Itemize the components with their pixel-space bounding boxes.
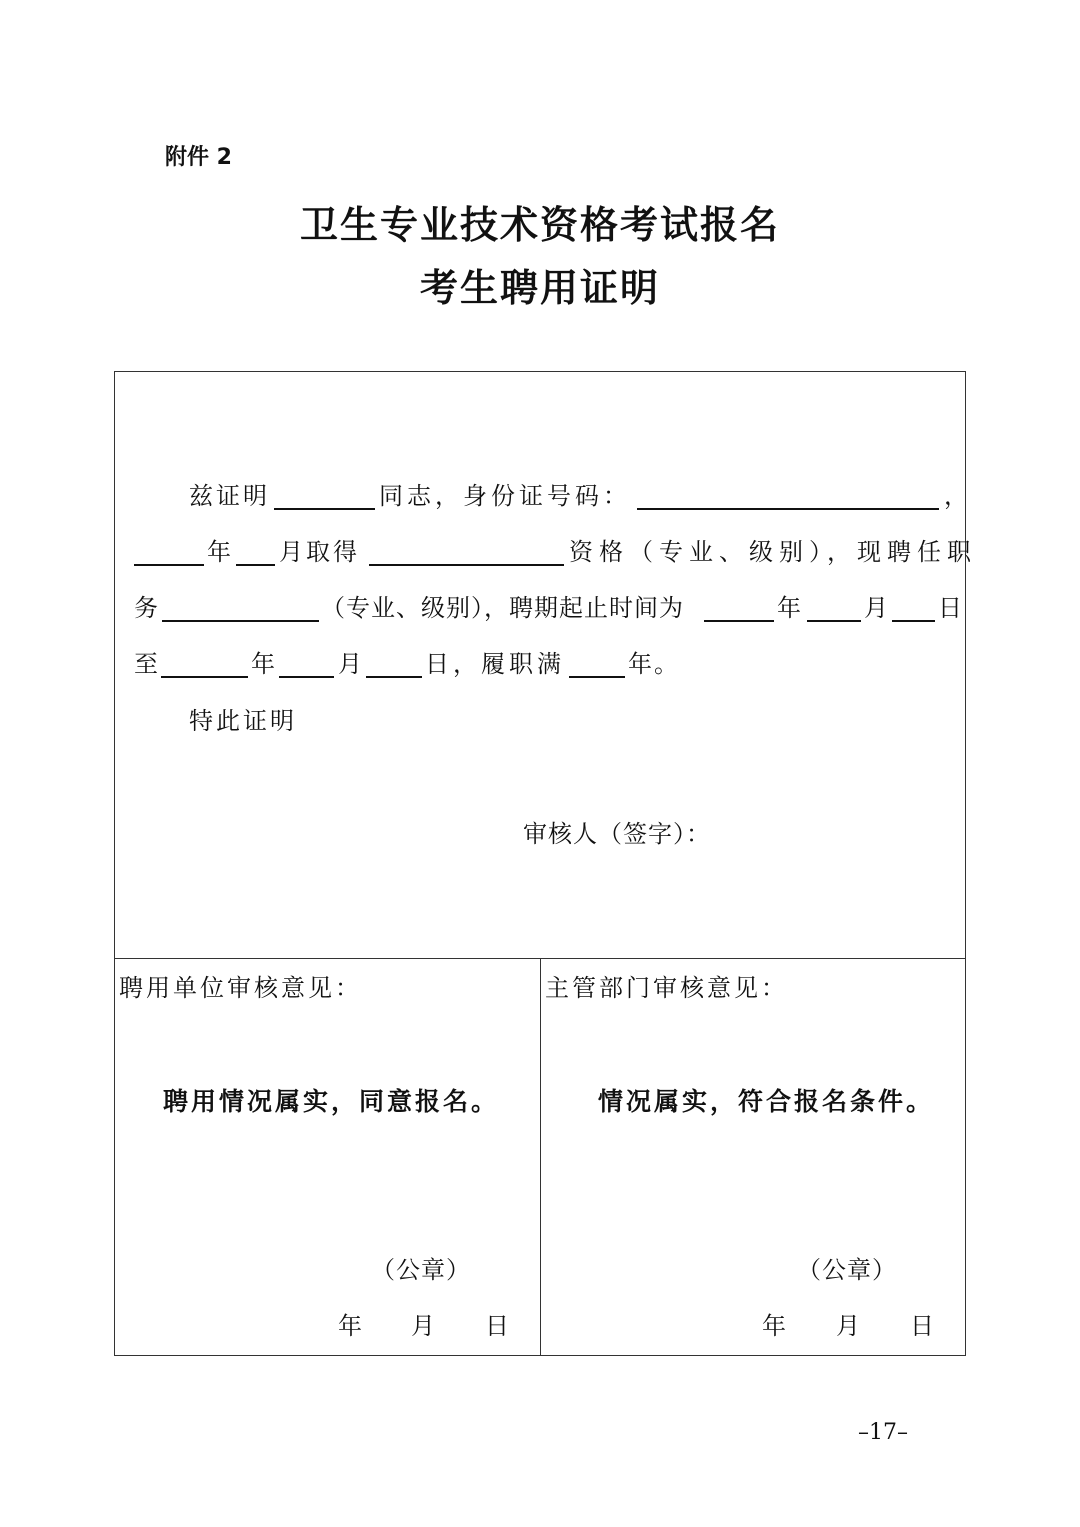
certificate-line-4 — [115, 648, 964, 680]
years-served-blank — [569, 676, 625, 678]
term-start-month-blank — [807, 620, 861, 622]
employer-seal-label: （公章） — [371, 1256, 471, 1284]
certificate-cell — [114, 371, 977, 959]
authority-date-day: 日 — [910, 1312, 934, 1340]
employer-review-cell — [114, 958, 541, 1356]
certificate-line-1 — [115, 480, 968, 512]
term-end-day-blank — [366, 676, 422, 678]
term-start-day-blank — [892, 620, 935, 622]
certificate-text: （专业、级别），聘期起止时间为 — [321, 594, 684, 622]
page-number: –17– — [858, 1420, 908, 1445]
certificate-text: 资格（专业、级别），现聘任职 — [569, 538, 977, 566]
authority-date-month: 月 — [836, 1312, 860, 1340]
current-position-blank — [162, 620, 319, 622]
certificate-text: 年 — [251, 650, 275, 678]
reviewer-signature-label: 审核人（签字）： — [523, 820, 711, 848]
certificate-text: 年 — [207, 538, 231, 566]
document-title-line-1: 卫生专业技术资格考试报名 — [299, 202, 780, 247]
certificate-line-2 — [115, 536, 977, 568]
certificate-closing: 特此证明 — [189, 707, 297, 735]
certificate-text: ， — [944, 482, 968, 510]
certificate-text: 月取得 — [279, 538, 360, 566]
certificate-text: 至 — [134, 650, 158, 678]
name-blank — [274, 508, 375, 510]
certificate-text: 月 — [864, 594, 888, 622]
authority-seal-label: （公章） — [797, 1256, 897, 1284]
authority-review-opinion: 情况属实，符合报名条件。 — [598, 1087, 935, 1116]
certificate-text: 日 — [938, 594, 962, 622]
certificate-text: 年 — [777, 594, 801, 622]
certificate-text: 务 — [134, 594, 158, 622]
certificate-text: 日，履职满 — [425, 650, 565, 678]
certificate-text: 年。 — [628, 650, 680, 678]
term-end-year-blank — [161, 676, 248, 678]
employer-date-year: 年 — [338, 1312, 362, 1340]
qualification-name-blank — [369, 564, 564, 566]
certificate-text: 兹证明 — [189, 482, 270, 510]
authority-date-year: 年 — [762, 1312, 786, 1340]
authority-review-heading: 主管部门审核意见： — [545, 974, 788, 1002]
id-number-blank — [637, 508, 939, 510]
document-title-line-2: 考生聘用证明 — [419, 265, 660, 310]
attachment-label: 附件 2 — [165, 145, 232, 170]
term-start-year-blank — [704, 620, 774, 622]
certificate-text: 同志，身份证号码： — [379, 482, 631, 510]
qualification-year-blank — [134, 564, 204, 566]
certificate-line-3 — [115, 592, 964, 624]
employer-review-opinion: 聘用情况属实，同意报名。 — [163, 1087, 500, 1116]
authority-review-cell — [540, 958, 966, 1356]
term-end-month-blank — [279, 676, 334, 678]
certificate-text: 月 — [338, 650, 362, 678]
employer-date-day: 日 — [485, 1312, 509, 1340]
employer-date-month: 月 — [411, 1312, 435, 1340]
qualification-month-blank — [236, 564, 275, 566]
employer-review-heading: 聘用单位审核意见： — [119, 974, 362, 1002]
